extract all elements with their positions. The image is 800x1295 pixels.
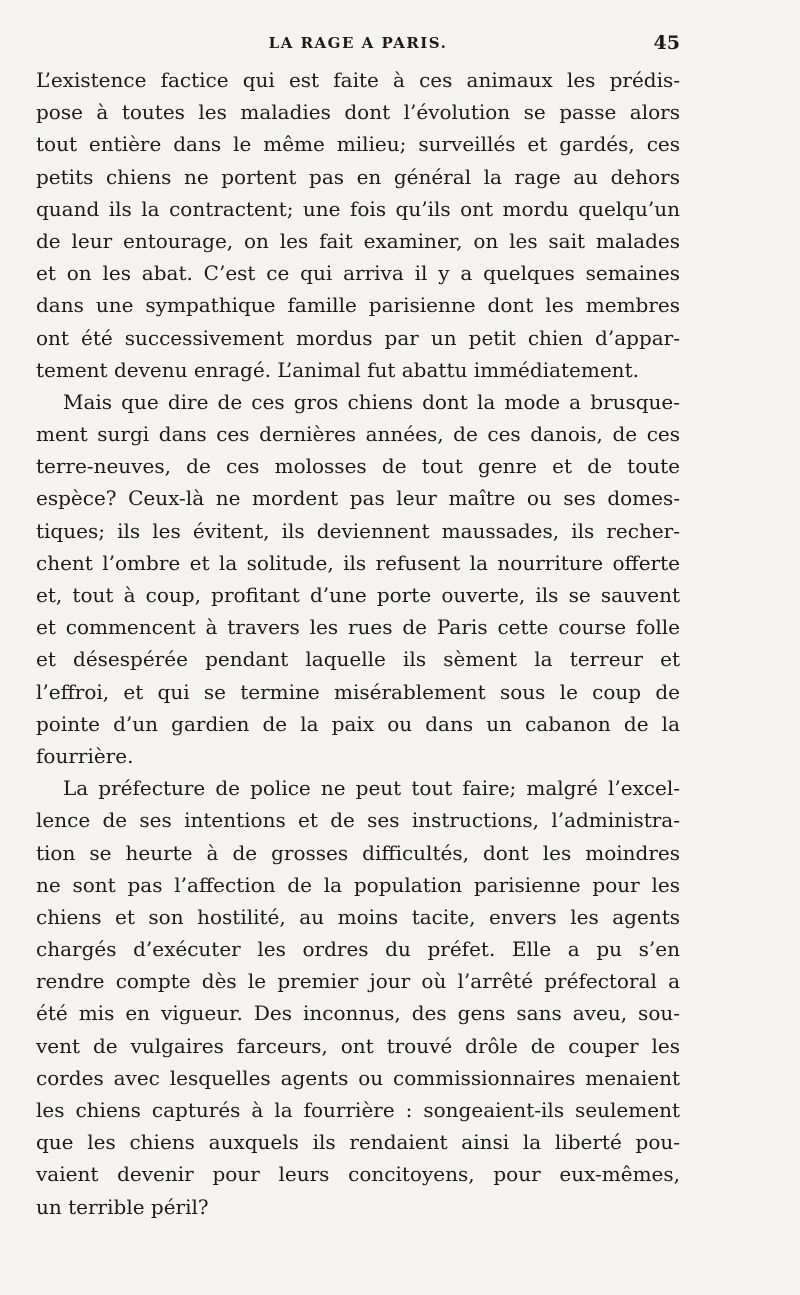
text-line: rendre compte dès le premier jour où l’arrêté préfectoral a bbox=[36, 969, 680, 994]
text-line: ont été successivement mordus par un petit chien d’appar- bbox=[36, 325, 680, 350]
body-text bbox=[36, 64, 680, 1223]
text-line: tout entière dans le même milieu; surveillés et gardés, ces bbox=[36, 132, 680, 157]
text-line: fourrière. bbox=[36, 743, 134, 768]
text-line: cordes avec lesquelles agents ou commissionnaires menaient bbox=[36, 1065, 680, 1090]
text-line: ment surgi dans ces dernières années, de ces danois, de ces bbox=[36, 422, 680, 447]
text-line: tiques; ils les évitent, ils deviennent maussades, ils recher- bbox=[36, 518, 680, 543]
text-line: et désespérée pendant laquelle ils sèment la terreur et bbox=[36, 647, 680, 672]
text-line: quand ils la contractent; une fois qu’ils ont mordu quelqu’un bbox=[36, 196, 680, 221]
page-number: 45 bbox=[653, 32, 680, 54]
text-line: les chiens capturés à la fourrière : songeaient-ils seulement bbox=[36, 1098, 680, 1122]
text-line: chent l’ombre et la solitude, ils refusent la nourriture offerte bbox=[36, 550, 680, 575]
paragraph bbox=[36, 386, 680, 772]
text-line: espèce? Ceux-là ne mordent pas leur maître ou ses domes- bbox=[36, 486, 680, 511]
text-line: vaient devenir pour leurs concitoyens, pour eux-mêmes, bbox=[36, 1162, 680, 1187]
text-line: et, tout à coup, profitant d’une porte ouverte, ils se sauvent bbox=[36, 583, 680, 607]
text-line: et on les abat. C’est ce qui arriva il y a quelques semaines bbox=[36, 261, 680, 286]
text-line: été mis en vigueur. Des inconnus, des gens sans aveu, sou- bbox=[36, 1001, 680, 1026]
text-line: L’existence factice qui est faite à ces animaux les prédis- bbox=[36, 68, 680, 92]
paragraph bbox=[36, 772, 680, 1223]
text-line: Mais que dire de ces gros chiens dont la mode a brusque- bbox=[63, 389, 680, 414]
text-line: lence de ses intentions et de ses instructions, l’administra- bbox=[36, 808, 680, 833]
text-line: tion se heurte à de grosses difficultés, dont les moindres bbox=[36, 840, 680, 865]
text-line: que les chiens auxquels ils rendaient ainsi la liberté pou- bbox=[36, 1130, 680, 1155]
paragraph bbox=[36, 64, 680, 386]
text-line: de leur entourage, on les fait examiner, on les sait malades bbox=[36, 228, 680, 253]
text-line: dans une sympathique famille parisienne dont les membres bbox=[36, 293, 680, 318]
text-line: La préfecture de police ne peut tout faire; malgré l’excel- bbox=[63, 776, 680, 801]
text-line: petits chiens ne portent pas en général la rage au dehors bbox=[36, 164, 680, 189]
text-line: chargés d’exécuter les ordres du préfet. Elle a pu s’en bbox=[36, 937, 680, 962]
text-line: pose à toutes les maladies dont l’évolution se passe alors bbox=[36, 100, 680, 125]
text-line: un terrible péril? bbox=[36, 1194, 209, 1219]
running-head bbox=[36, 34, 680, 58]
text-line: et commencent à travers les rues de Paris cette course folle bbox=[36, 615, 680, 640]
text-line: chiens et son hostilité, au moins tacite, envers les agents bbox=[36, 904, 680, 929]
running-title: LA RAGE A PARIS. bbox=[268, 34, 448, 52]
text-line: l’effroi, et qui se termine misérablement sous le coup de bbox=[36, 679, 680, 704]
text-line: tement devenu enragé. L’animal fut abattu immédiatement. bbox=[36, 357, 639, 382]
text-line: vent de vulgaires farceurs, ont trouvé drôle de couper les bbox=[36, 1033, 680, 1058]
text-line: pointe d’un gardien de la paix ou dans un cabanon de la bbox=[36, 711, 680, 736]
text-line: ne sont pas l’affection de la population parisienne pour les bbox=[36, 872, 680, 897]
text-line: terre-neuves, de ces molosses de tout genre et de toute bbox=[36, 454, 680, 479]
